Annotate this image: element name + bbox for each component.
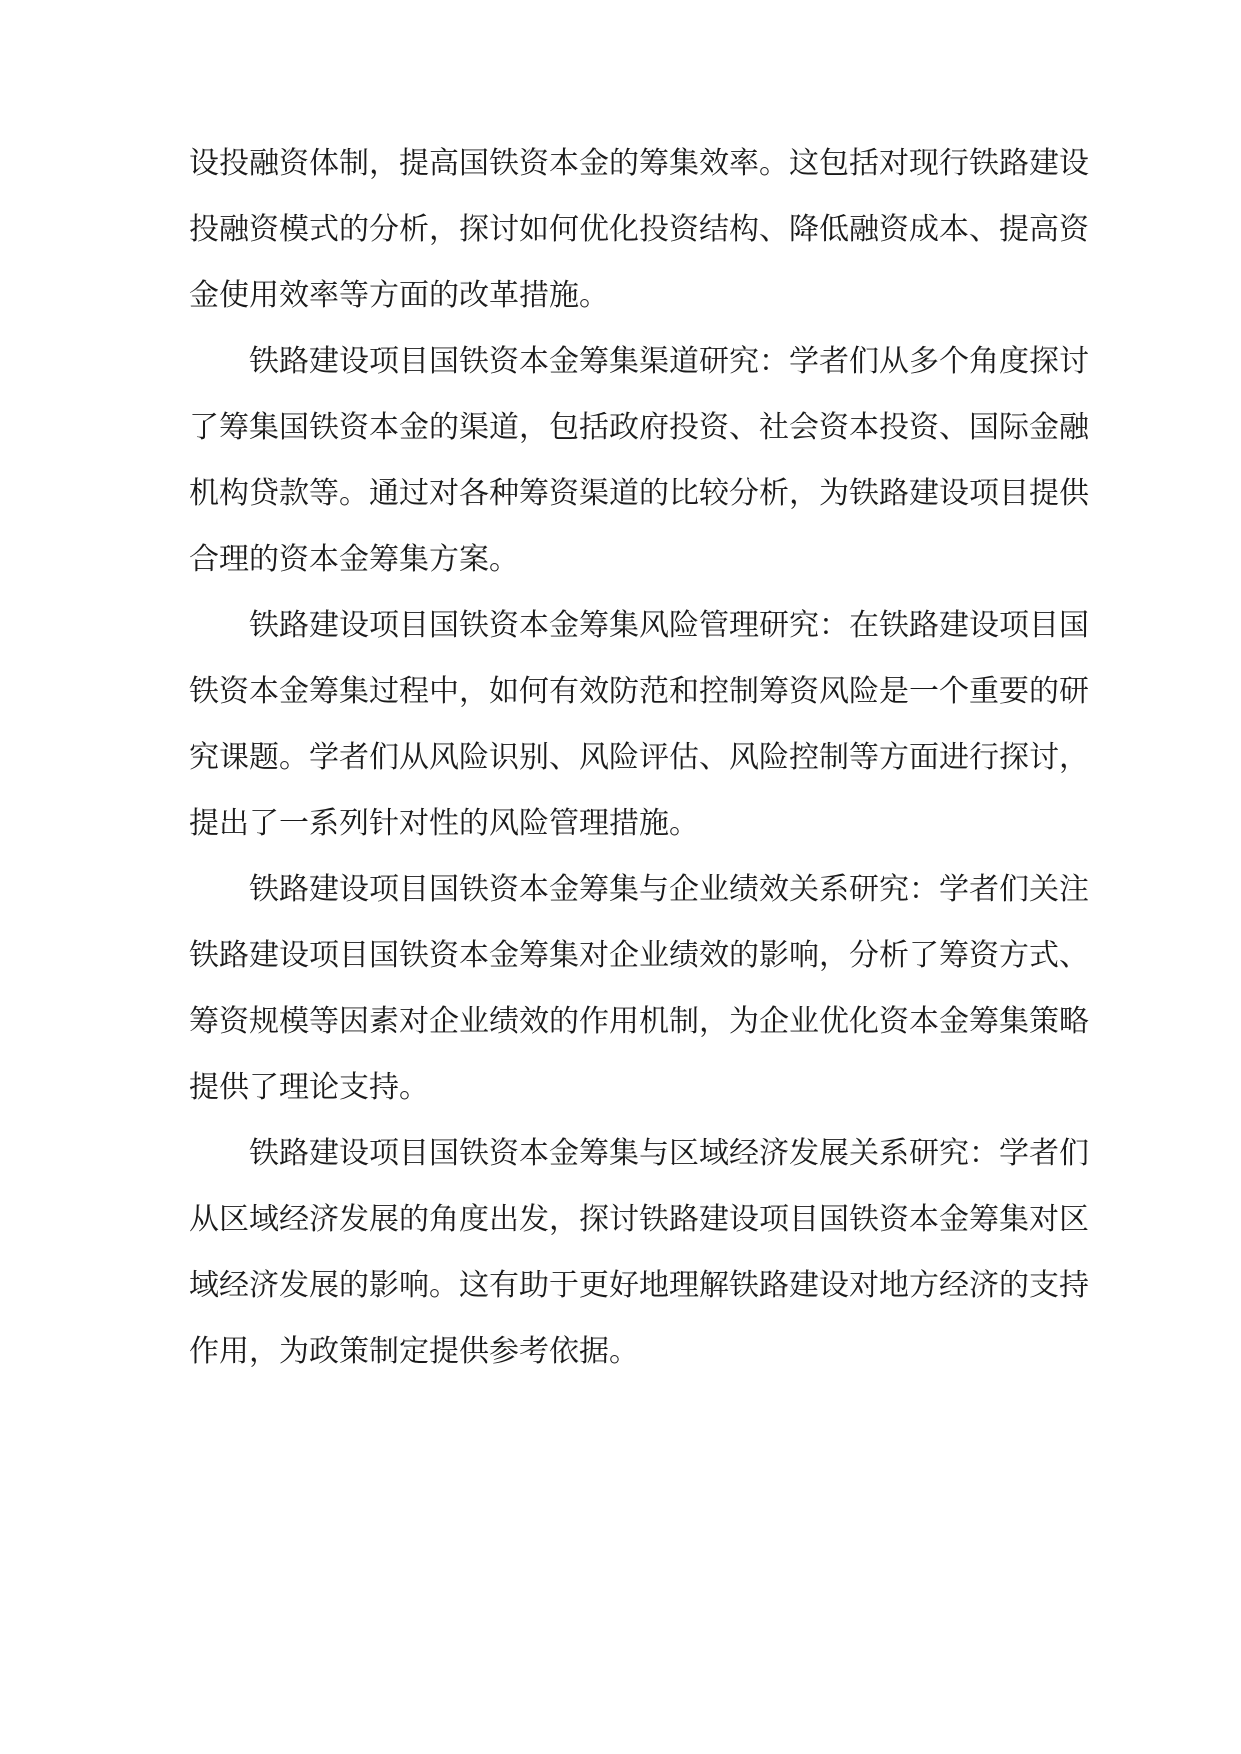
- paragraph-line: 铁路建设项目国铁资本金筹集与区域经济发展关系研究：学者们: [249, 1136, 1089, 1171]
- paragraph-line: 铁路建设项目国铁资本金筹集与企业绩效关系研究：学者们关注: [249, 872, 1089, 907]
- paragraph: [189, 870, 1089, 1108]
- paragraph-line: 提供了理论支持。: [189, 1070, 429, 1105]
- paragraph-line: 金使用效率等方面的改革措施。: [189, 278, 609, 313]
- paragraph-line: 铁路建设项目国铁资本金筹集风险管理研究：在铁路建设项目国: [249, 608, 1089, 643]
- paragraph-line: 铁资本金筹集过程中，如何有效防范和控制筹资风险是一个重要的研: [189, 674, 1089, 709]
- paragraph-line: 筹资规模等因素对企业绩效的作用机制，为企业优化资本金筹集策略: [189, 1004, 1089, 1039]
- paragraph-line: 了筹集国铁资本金的渠道，包括政府投资、社会资本投资、国际金融: [189, 410, 1089, 445]
- paragraph: [189, 1134, 1089, 1372]
- paragraph-line: 机构贷款等。通过对各种筹资渠道的比较分析，为铁路建设项目提供: [189, 476, 1089, 511]
- paragraph: [189, 606, 1089, 844]
- paragraph: [189, 144, 1089, 316]
- paragraph-line: 提出了一系列针对性的风险管理措施。: [189, 806, 699, 841]
- paragraph-line: 合理的资本金筹集方案。: [189, 542, 519, 577]
- paragraph-line: 域经济发展的影响。这有助于更好地理解铁路建设对地方经济的支持: [189, 1268, 1089, 1303]
- document-body: [189, 144, 1089, 1372]
- paragraph-line: 铁路建设项目国铁资本金筹集对企业绩效的影响，分析了筹资方式、: [189, 938, 1089, 973]
- paragraph-line: 铁路建设项目国铁资本金筹集渠道研究：学者们从多个角度探讨: [249, 344, 1089, 379]
- paragraph-line: 究课题。学者们从风险识别、风险评估、风险控制等方面进行探讨，: [189, 740, 1089, 775]
- paragraph-line: 作用，为政策制定提供参考依据。: [189, 1334, 639, 1369]
- paragraph-line: 从区域经济发展的角度出发，探讨铁路建设项目国铁资本金筹集对区: [189, 1202, 1089, 1237]
- paragraph-line: 投融资模式的分析，探讨如何优化投资结构、降低融资成本、提高资: [189, 212, 1089, 247]
- paragraph: [189, 342, 1089, 580]
- paragraph-line: 设投融资体制，提高国铁资本金的筹集效率。这包括对现行铁路建设: [189, 146, 1089, 181]
